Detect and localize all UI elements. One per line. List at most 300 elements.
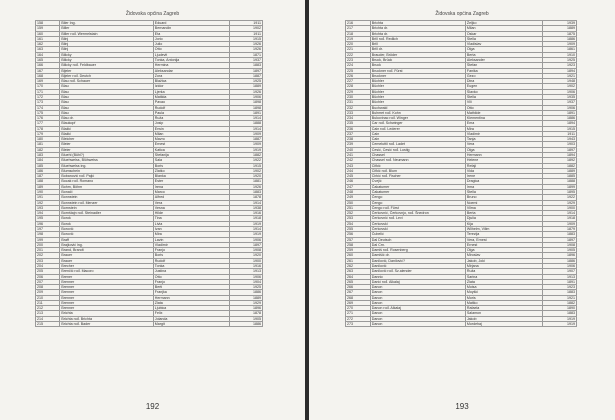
first-name-cell: Josip <box>153 121 229 126</box>
page-number: 193 <box>455 402 469 411</box>
surname-cell: Brill dr. <box>370 47 465 52</box>
row-number: 185 <box>36 163 60 168</box>
first-name-cell: Fanika <box>465 68 543 73</box>
birth-year-cell: 1906 <box>543 263 577 268</box>
first-name-cell: Aleksandar <box>153 68 229 73</box>
first-name-cell: Jolanda <box>153 316 229 321</box>
first-name-cell: Vera, Ernest <box>465 237 543 242</box>
first-name-cell: Ljudevit <box>153 52 229 57</box>
first-name-cell: Matiko <box>465 300 543 305</box>
first-name-cell: Mirjana <box>465 263 543 268</box>
first-name-cell: Matilda <box>153 94 229 99</box>
birth-year-cell: 1914 <box>229 126 262 131</box>
first-name-cell: Jakob, Joki <box>465 258 543 263</box>
birth-year-cell: 1883 <box>543 290 577 295</box>
first-name-cell: Ruža <box>465 269 543 274</box>
birth-year-cell: 1920 <box>229 174 262 179</box>
row-number: 244 <box>346 168 371 173</box>
birth-year-cell: 1907 <box>543 269 577 274</box>
surname-cell: Car rođ. Schwinger <box>370 121 465 126</box>
surname-cell: Brenner <box>60 295 153 300</box>
row-number: 212 <box>36 306 60 311</box>
first-name-cell: Erwin <box>153 126 229 131</box>
row-number: 242 <box>346 158 371 163</box>
row-number: 182 <box>36 147 60 152</box>
row-number: 160 <box>36 31 60 36</box>
first-name-cell: Mira <box>465 126 543 131</box>
first-name-cell: Zlata <box>465 279 543 284</box>
birth-year-cell: 1921 <box>543 73 577 78</box>
birth-year-cell: 1902 <box>229 168 262 173</box>
surname-cell: Bilicky rođ. Feldbauer <box>60 63 153 68</box>
birth-year-cell: 1918 <box>543 216 577 221</box>
row-number: 186 <box>36 168 60 173</box>
first-name-cell: Vladislav <box>465 42 543 47</box>
surname-cell: Brenner <box>60 300 153 305</box>
surname-cell: Borović <box>60 226 153 231</box>
birth-year-cell: 1919 <box>229 232 262 237</box>
first-name-cell: Vilma <box>465 205 543 210</box>
surname-cell: Dannic <box>370 274 465 279</box>
surname-cell: Borok <box>60 216 153 221</box>
row-number: 205 <box>36 269 60 274</box>
first-name-cell: Rudolf <box>153 105 229 110</box>
row-number: 214 <box>36 316 60 321</box>
surname-cell: Bleier <box>60 147 153 152</box>
first-name-cell: Margit <box>153 322 229 327</box>
first-name-cell: Ernest <box>153 142 229 147</box>
birth-year-cell: 1937 <box>229 57 262 62</box>
surname-cell: Danon rođ. Alkalaj <box>370 306 465 311</box>
first-name-cell: Lavin <box>153 237 229 242</box>
first-name-cell: Otto <box>465 105 543 110</box>
row-number: 206 <box>36 274 60 279</box>
first-name-cell: Vera <box>153 200 229 205</box>
row-number: 222 <box>346 52 371 57</box>
birth-year-cell: 1883 <box>543 311 577 316</box>
row-number: 173 <box>36 100 60 105</box>
page-number: 192 <box>145 402 160 411</box>
row-number: 175 <box>36 110 60 115</box>
birth-year-cell: 1882 <box>543 163 577 168</box>
surname-cell: Blumschein <box>60 168 153 173</box>
surname-cell: Čengo <box>370 200 465 205</box>
first-name-cell: Blanka <box>153 174 229 179</box>
first-name-cell: Olga <box>465 147 543 152</box>
birth-year-cell: 1913 <box>543 274 577 279</box>
surname-cell: Cvejić <box>370 179 465 184</box>
row-number: 215 <box>36 322 60 327</box>
surname-cell: Brenner <box>60 306 153 311</box>
row-number: 184 <box>36 158 60 163</box>
birth-year-cell: 1914 <box>229 226 262 231</box>
birth-year-cell: 1921 <box>543 295 577 300</box>
surname-cell: Blau <box>60 94 153 99</box>
birth-year-cell: 1878 <box>229 311 262 316</box>
first-name-cell: Berti <box>153 285 229 290</box>
surname-cell: Brauer <box>60 258 153 263</box>
first-name-cell: Berta <box>465 52 543 57</box>
surname-cell: Čengo rođ. Fürst <box>370 205 465 210</box>
birth-year-cell: 1943 <box>543 137 577 142</box>
row-number: 272 <box>346 316 371 321</box>
row-number: 203 <box>36 258 60 263</box>
first-name-cell: Ruža <box>153 116 229 121</box>
birth-year-cell: 1911 <box>229 31 262 36</box>
surname-cell: Buchwald <box>370 105 465 110</box>
first-name-cell: Paula <box>153 110 229 115</box>
birth-year-cell: 1894 <box>543 68 577 73</box>
birth-year-cell: 1914 <box>543 211 577 216</box>
row-number: 208 <box>36 285 60 290</box>
birth-year-cell: 1929 <box>543 200 577 205</box>
table-row <box>36 322 263 327</box>
row-number: 262 <box>346 263 371 268</box>
surname-cell: Čakatumer <box>370 184 465 189</box>
birth-year-cell: 1926 <box>229 184 262 189</box>
birth-year-cell: 1925 <box>229 285 262 290</box>
surname-cell: Büchler <box>370 100 465 105</box>
birth-year-cell: 1883 <box>229 190 262 195</box>
birth-year-cell: 1905 <box>229 316 262 321</box>
birth-year-cell: 1888 <box>543 179 577 184</box>
first-name-cell: Mavro <box>153 137 229 142</box>
row-number: 268 <box>346 295 371 300</box>
row-number: 189 <box>36 184 60 189</box>
row-number: 252 <box>346 211 371 216</box>
row-number: 231 <box>346 100 371 105</box>
row-number: 263 <box>346 269 371 274</box>
first-name-cell: Zlata <box>153 300 229 305</box>
surname-cell: Cain <box>370 131 465 136</box>
surname-cell: Brichta dr. <box>370 26 465 31</box>
birth-year-cell: 1889 <box>229 84 262 89</box>
row-number: 199 <box>36 237 60 242</box>
row-number: 238 <box>346 137 371 142</box>
surname-cell: Bruck, Brück <box>370 57 465 62</box>
birth-year-cell: 1911 <box>229 21 262 26</box>
surname-cell: Brill <box>370 42 465 47</box>
birth-year-cell: 1906 <box>229 237 262 242</box>
row-number: 269 <box>346 300 371 305</box>
row-number: 239 <box>346 142 371 147</box>
row-number: 259 <box>346 248 371 253</box>
birth-year-cell: 1894 <box>543 153 577 158</box>
birth-year-cell: 1897 <box>543 147 577 152</box>
surname-cell: Bonnstein rođ. Menzer <box>60 200 153 205</box>
surname-cell: Blažić <box>60 131 153 136</box>
birth-year-cell: 1904 <box>229 279 262 284</box>
row-number: 240 <box>346 147 371 152</box>
row-number: 204 <box>36 263 60 268</box>
first-name-cell: Irena <box>153 184 229 189</box>
row-number: 250 <box>346 200 371 205</box>
row-number: 194 <box>36 211 60 216</box>
first-name-cell: Hermina <box>153 63 229 68</box>
surname-cell: Blau rođ. Schauer <box>60 79 153 84</box>
birth-year-cell: 1925 <box>543 57 577 62</box>
first-name-cell: Julio <box>153 42 229 47</box>
birth-year-cell: 1939 <box>543 21 577 26</box>
birth-year-cell: 1900 <box>229 258 262 263</box>
birth-year-cell: 1897 <box>229 242 262 247</box>
first-name-cell: Otto <box>153 274 229 279</box>
first-name-cell: Olga <box>465 47 543 52</box>
surname-cell: Bilnj <box>60 36 153 41</box>
row-number: 159 <box>36 26 60 31</box>
row-number: 179 <box>36 131 60 136</box>
birth-year-cell: 1906 <box>229 94 262 99</box>
birth-year-cell: 1902 <box>229 26 262 31</box>
first-name-cell: Rudolf <box>153 258 229 263</box>
surname-cell: Cesić, Cesić rođ. Lustig <box>370 147 465 152</box>
birth-year-cell: 1883 <box>543 232 577 237</box>
surname-cell: Dal Deutsch <box>370 237 465 242</box>
birth-year-cell: 1926 <box>229 89 262 94</box>
first-name-cell: Izidor <box>153 84 229 89</box>
row-number: 230 <box>346 94 371 99</box>
birth-year-cell: 1915 <box>229 36 262 41</box>
first-name-cell: Ester <box>153 179 229 184</box>
first-name-cell: Refaji <box>465 163 543 168</box>
surname-cell: Bruckner <box>370 73 465 78</box>
birth-year-cell: 1888 <box>229 121 262 126</box>
first-name-cell: Dragica <box>465 179 543 184</box>
first-name-cell: Djulia <box>465 216 543 221</box>
birth-year-cell: 1919 <box>543 316 577 321</box>
surname-cell: Bohm, Böhm <box>60 184 153 189</box>
birth-year-cell: 1887 <box>229 137 262 142</box>
row-number: 271 <box>346 311 371 316</box>
first-name-cell: Pavao <box>153 100 229 105</box>
row-number: 226 <box>346 73 371 78</box>
row-number: 158 <box>36 21 60 26</box>
first-name-cell: Sarina <box>465 274 543 279</box>
surname-cell: Blau <box>60 105 153 110</box>
surname-cell: Cifkić rođ. Blum <box>370 168 465 173</box>
row-number: 243 <box>346 163 371 168</box>
birth-year-cell: 1898 <box>229 105 262 110</box>
birth-year-cell: 1899 <box>543 184 577 189</box>
surname-cell: Bukovinac rođ. Winger <box>370 116 465 121</box>
surname-cell: Brichta <box>60 311 153 316</box>
first-name-cell: Ljerka <box>153 89 229 94</box>
row-number: 225 <box>346 68 371 73</box>
row-number: 181 <box>36 142 60 147</box>
row-number: 232 <box>346 105 371 110</box>
first-name-cell: Franjo <box>153 248 229 253</box>
first-name-cell: Zora <box>153 73 229 78</box>
birth-year-cell: 1906 <box>229 274 262 279</box>
first-name-cell: Zlatko <box>153 168 229 173</box>
row-number: 183 <box>36 153 60 158</box>
surname-cell: Brichta <box>370 21 465 26</box>
row-number: 174 <box>36 105 60 110</box>
birth-year-cell: 1914 <box>229 116 262 121</box>
surname-cell: Büchler <box>370 89 465 94</box>
row-number: 245 <box>346 174 371 179</box>
row-number: 168 <box>36 73 60 78</box>
page-header: Židovska općina Zagreb <box>125 11 180 17</box>
row-number: 165 <box>36 57 60 62</box>
row-number: 246 <box>346 179 371 184</box>
first-name-cell: Mira <box>153 232 229 237</box>
row-number: 178 <box>36 126 60 131</box>
surname-cell: Bruck <box>370 63 465 68</box>
row-number: 236 <box>346 126 371 131</box>
first-name-cell: Stella <box>465 190 543 195</box>
birth-year-cell: 1881 <box>229 179 262 184</box>
table-row <box>346 322 577 327</box>
birth-year-cell: 1885 <box>543 174 577 179</box>
surname-cell: Čerkovnić, Čerkovnjo, rođ. Šnedron <box>370 211 465 216</box>
first-name-cell: Eugen <box>465 84 543 89</box>
surname-cell: Cain <box>370 137 465 142</box>
surname-cell: Čerkovnić rođ. Levi <box>370 216 465 221</box>
first-name-cell: Stefanija <box>153 153 229 158</box>
birth-year-cell: 1891 <box>543 279 577 284</box>
birth-year-cell: 1908 <box>543 242 577 247</box>
row-number: 193 <box>36 205 60 210</box>
first-name-cell: Helene <box>465 158 543 163</box>
first-name-cell: Vladimir <box>153 242 229 247</box>
surname-cell: Bonnstein <box>60 195 153 200</box>
first-name-cell: Moris <box>465 295 543 300</box>
surname-cell: Braff <box>60 237 153 242</box>
surname-cell: Bijeler <box>60 68 153 73</box>
surname-cell: Chassel <box>370 153 465 158</box>
surname-cell: Dal Crn. <box>370 242 465 247</box>
first-name-cell: Vera <box>465 142 543 147</box>
surname-cell: Brenner <box>60 279 153 284</box>
row-number: 221 <box>346 47 371 52</box>
row-number: 207 <box>36 279 60 284</box>
surname-cell: Borović <box>60 232 153 237</box>
row-number: 251 <box>346 205 371 210</box>
first-name-cell: Hermann <box>465 153 543 158</box>
page-header: Židovska općina Zagreb <box>435 11 489 17</box>
surname-cell: Bluehl (Bühl?) <box>60 153 153 158</box>
birth-year-cell: 1879 <box>543 226 577 231</box>
row-number: 260 <box>346 253 371 258</box>
surname-cell: Bobanović rođ. Pajić <box>60 174 153 179</box>
row-number: 216 <box>346 21 371 26</box>
birth-year-cell: 1886 <box>543 36 577 41</box>
birth-year-cell: 1909 <box>229 142 262 147</box>
birth-year-cell: 1909 <box>543 221 577 226</box>
first-name-cell: Klementina <box>465 116 543 121</box>
birth-year-cell: 1948 <box>543 79 577 84</box>
birth-year-cell: 1889 <box>543 168 577 173</box>
birth-year-cell: 1923 <box>543 63 577 68</box>
row-number: 249 <box>346 195 371 200</box>
birth-year-cell: 1914 <box>229 200 262 205</box>
first-name-cell: Berta <box>465 211 543 216</box>
first-name-cell: Hermann <box>153 295 229 300</box>
row-number: 161 <box>36 36 60 41</box>
row-number: 228 <box>346 84 371 89</box>
row-number: 257 <box>346 237 371 242</box>
row-number: 166 <box>36 63 60 68</box>
surname-cell: Bluehwelss ing. <box>60 163 153 168</box>
birth-year-cell: 1909 <box>543 42 577 47</box>
row-number: 223 <box>346 57 371 62</box>
row-number: 192 <box>36 200 60 205</box>
row-number: 210 <box>36 295 60 300</box>
birth-year-cell: 1906 <box>543 105 577 110</box>
surname-cell: Bluehwelss, Blühweiss <box>60 158 153 163</box>
row-number: 197 <box>36 226 60 231</box>
birth-year-cell: 1938 <box>229 205 262 210</box>
row-number: 171 <box>36 89 60 94</box>
birth-year-cell: 1890 <box>543 306 577 311</box>
birth-year-cell: 1861 <box>543 47 577 52</box>
first-name-cell: Stefan <box>465 63 543 68</box>
register-table <box>35 20 263 327</box>
first-name-cell: Ernest <box>465 242 543 247</box>
first-name-cell: Otto <box>153 47 229 52</box>
surname-cell: Danon <box>370 290 465 295</box>
first-name-cell: Blažica <box>153 79 229 84</box>
first-name-cell: Stella <box>465 36 543 41</box>
first-name-cell: Tanja <box>465 137 543 142</box>
row-number: 253 <box>346 216 371 221</box>
surname-cell: Biller <box>60 26 153 31</box>
first-name-cell: Ema <box>465 121 543 126</box>
surname-cell: Danilović, Danilović? <box>370 258 465 263</box>
first-name-cell: Oskar <box>465 31 543 36</box>
surname-cell: Bornstein <box>60 205 153 210</box>
row-number: 270 <box>346 306 371 311</box>
surname-cell: Cemeluttii rođ. Ladet <box>370 142 465 147</box>
first-name-cell: Jorio <box>153 36 229 41</box>
row-number: 256 <box>346 232 371 237</box>
birth-year-cell: 1926 <box>229 42 262 47</box>
row-number: 266 <box>346 285 371 290</box>
surname-cell: Bilicky <box>60 52 153 57</box>
first-name-cell: Franjo <box>153 279 229 284</box>
surname-cell: Buhmet rođ. Kohn <box>370 110 465 115</box>
first-name-cell: Marco <box>153 190 229 195</box>
birth-year-cell: 1937 <box>543 100 577 105</box>
first-name-cell: Irene <box>465 174 543 179</box>
left-page <box>0 0 305 420</box>
row-number: 172 <box>36 94 60 99</box>
row-number: 233 <box>346 110 371 115</box>
surname-cell: Bijeler rođ. Deutch <box>60 73 153 78</box>
birth-year-cell: 1919 <box>229 147 262 152</box>
birth-year-cell: 1919 <box>543 322 577 327</box>
row-number: 258 <box>346 242 371 247</box>
row-number: 254 <box>346 221 371 226</box>
surname-cell: Bruckner rođ. Fürst <box>370 68 465 73</box>
surname-cell: Büchler <box>370 79 465 84</box>
birth-year-cell: 1926 <box>229 47 262 52</box>
first-name-cell: Boris <box>153 253 229 258</box>
surname-cell: Brener <box>60 274 153 279</box>
row-number: 211 <box>36 300 60 305</box>
row-number: 247 <box>346 184 371 189</box>
row-number: 198 <box>36 232 60 237</box>
surname-cell: Biller rođ. Wermelstain <box>60 31 153 36</box>
first-name-cell: Ivan <box>153 226 229 231</box>
surname-cell: Bornštajn rođ. Steinadler <box>60 211 153 216</box>
surname-cell: Bleicher <box>60 137 153 142</box>
row-number: 220 <box>346 42 371 47</box>
birth-year-cell: 1891 <box>543 110 577 115</box>
surname-cell: Cain rođ. Lederer <box>370 126 465 131</box>
surname-cell: Chassel rođ. Neumann <box>370 158 465 163</box>
